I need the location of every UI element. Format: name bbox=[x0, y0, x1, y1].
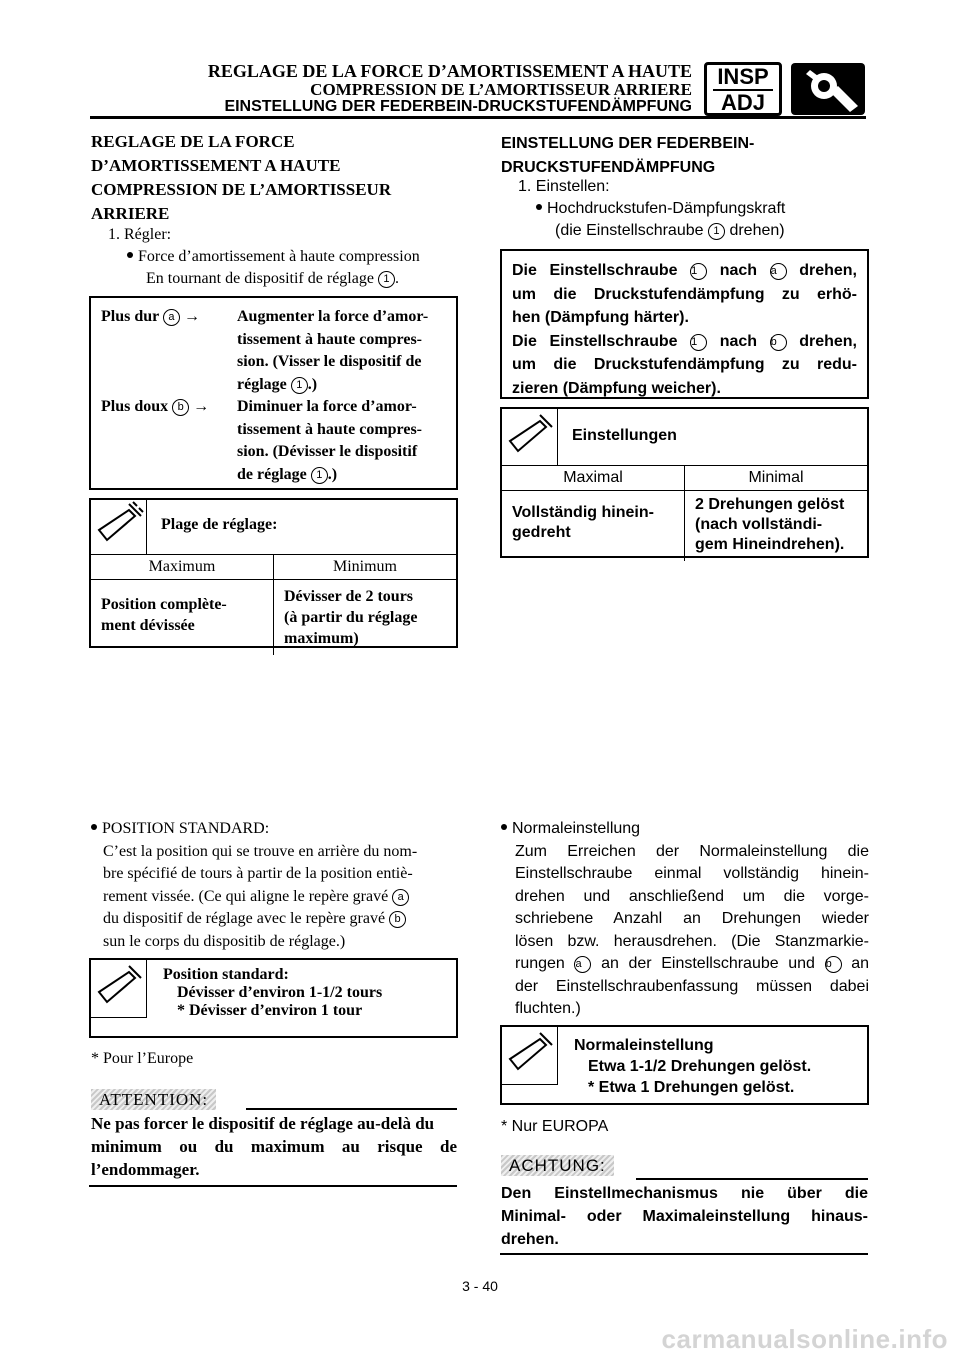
fr-attention-rule-top bbox=[246, 1108, 457, 1110]
de-bullet-sub: (die Einstellschraube 1 drehen) bbox=[555, 222, 785, 239]
page-number: 3 - 40 bbox=[462, 1278, 498, 1294]
bullet-icon bbox=[127, 252, 133, 258]
insp-adj-badge bbox=[704, 62, 782, 116]
de-attention-rule-top bbox=[636, 1178, 868, 1180]
fr-footnote: * Pour l’Europe bbox=[91, 1050, 194, 1067]
de-step-1: 1. Einstellen: bbox=[518, 178, 610, 195]
fr-step-1: 1. Régler: bbox=[108, 226, 172, 243]
de-range-table: Einstellungen Maximal Minimal Vollständig hinein- gedreht 2 Drehungen gelöst (nach vollständi- gem Hineindrehen). bbox=[500, 407, 869, 558]
badge-adj: ADJ bbox=[720, 90, 765, 115]
badge-insp: INSP bbox=[717, 64, 769, 89]
fr-section-title: REGLAGE DE LA FORCE D’AMORTISSEMENT A HAUTE COMPRESSION DE L’AMORTISSEUR ARRIERE bbox=[91, 132, 392, 223]
spec-wrench-icon bbox=[502, 1027, 558, 1085]
de-attention-rule-bottom bbox=[500, 1253, 868, 1255]
de-standard-box: Normaleinstellung Etwa 1-1/2 Drehungen gelöst. * Etwa 1 Drehungen gelöst. bbox=[500, 1025, 869, 1105]
de-attention-text: Den Einstellmechanismus nie über die Minimal- oder Maximaleinstellung hinaus- drehen. bbox=[501, 1185, 868, 1248]
de-adjust-box: Die Einstellschraube 1 nach a drehen, um die Druckstufendämpfung zu erhö- hen (Dämpfung härter). Die Einstellschraube 1 nach b drehen, um die Druckstufendämpfung zu redu- zieren (Dämpfung weicher). bbox=[500, 249, 869, 399]
de-standard-text: Normaleinstellung Zum Erreichen der Normaleinstellung die Einstellschraube einmal vollständig hinein- drehen und anschließend um die vorge- schriebene Anzahl an Drehungen wieder lösen bzw. herausdrehen. (Die Stanzmarkie- rungen a an der Einstellschraube und b an der Einstellschraubenfassung müssen dabei fluchten.) bbox=[501, 818, 869, 1021]
fr-bullet-sub: En tournant de dispositif de réglage 1 . bbox=[146, 270, 399, 287]
de-footnote: * Nur EUROPA bbox=[501, 1118, 609, 1135]
fr-range-table: Plage de réglage: Maximum Minimum Position complète- ment dévissée Dévisser de 2 tours (à partir du réglage maximum) bbox=[89, 498, 458, 648]
de-section-title: EINSTELLUNG DER FEDERBEIN- DRUCKSTUFENDÄMPFUNG bbox=[501, 135, 755, 176]
fr-standard-text: POSITION STANDARD: C’est la position qui se trouve en arrière du nom- bre spécifié de tours à partir de la position entiè- rement vissée. (Ce qui aligne le repère gravé a du dispositif de réglage avec le repère gravé b sun le corps du dispositib de réglage.) bbox=[91, 818, 459, 953]
header-rule bbox=[90, 116, 866, 119]
de-bullet: Hochdruckstufen-Dämpfungskraft bbox=[536, 198, 785, 221]
fr-standard-box: Position standard: Dévisser d’environ 1-1/2 tours * Dévisser d’environ 1 tour bbox=[89, 958, 458, 1038]
spec-wrench-icon bbox=[502, 409, 558, 465]
header-title-fr-1: REGLAGE DE LA FORCE D’AMORTISSEMENT A HAUTE bbox=[207, 61, 692, 81]
header-title-fr-2: COMPRESSION DE L’AMORTISSEUR ARRIERE bbox=[310, 80, 692, 99]
de-attention-label: ACHTUNG: bbox=[501, 1156, 614, 1176]
fr-bullet: Force d’amortissement à haute compression bbox=[127, 246, 467, 269]
fr-attention-rule-bottom bbox=[89, 1185, 457, 1187]
fr-adjust-box: Plus dur a → Augmenter la force d’amor- tissement à haute compres- sion. (Visser le dispositif de réglage 1 .) Plus doux b → Diminuer la force d’amor- tissement à haute compres- sion. (Dévisser le dispositif de réglage 1 .) bbox=[89, 296, 458, 490]
header-title-de: EINSTELLUNG DER FEDERBEIN-DRUCKSTUFENDÄMPFUNG bbox=[224, 98, 692, 115]
fr-attention-label: ATTENTION: bbox=[91, 1090, 216, 1110]
fr-attention-text: Ne pas forcer le dispositif de réglage au-delà du minimum ou du maximum au risque de l’endommager. bbox=[91, 1114, 457, 1179]
watermark: carmanualsonline.info bbox=[661, 1324, 948, 1354]
spec-wrench-icon bbox=[91, 960, 147, 1018]
wrench-icon bbox=[790, 62, 866, 116]
spec-wrench-icon bbox=[91, 500, 147, 554]
